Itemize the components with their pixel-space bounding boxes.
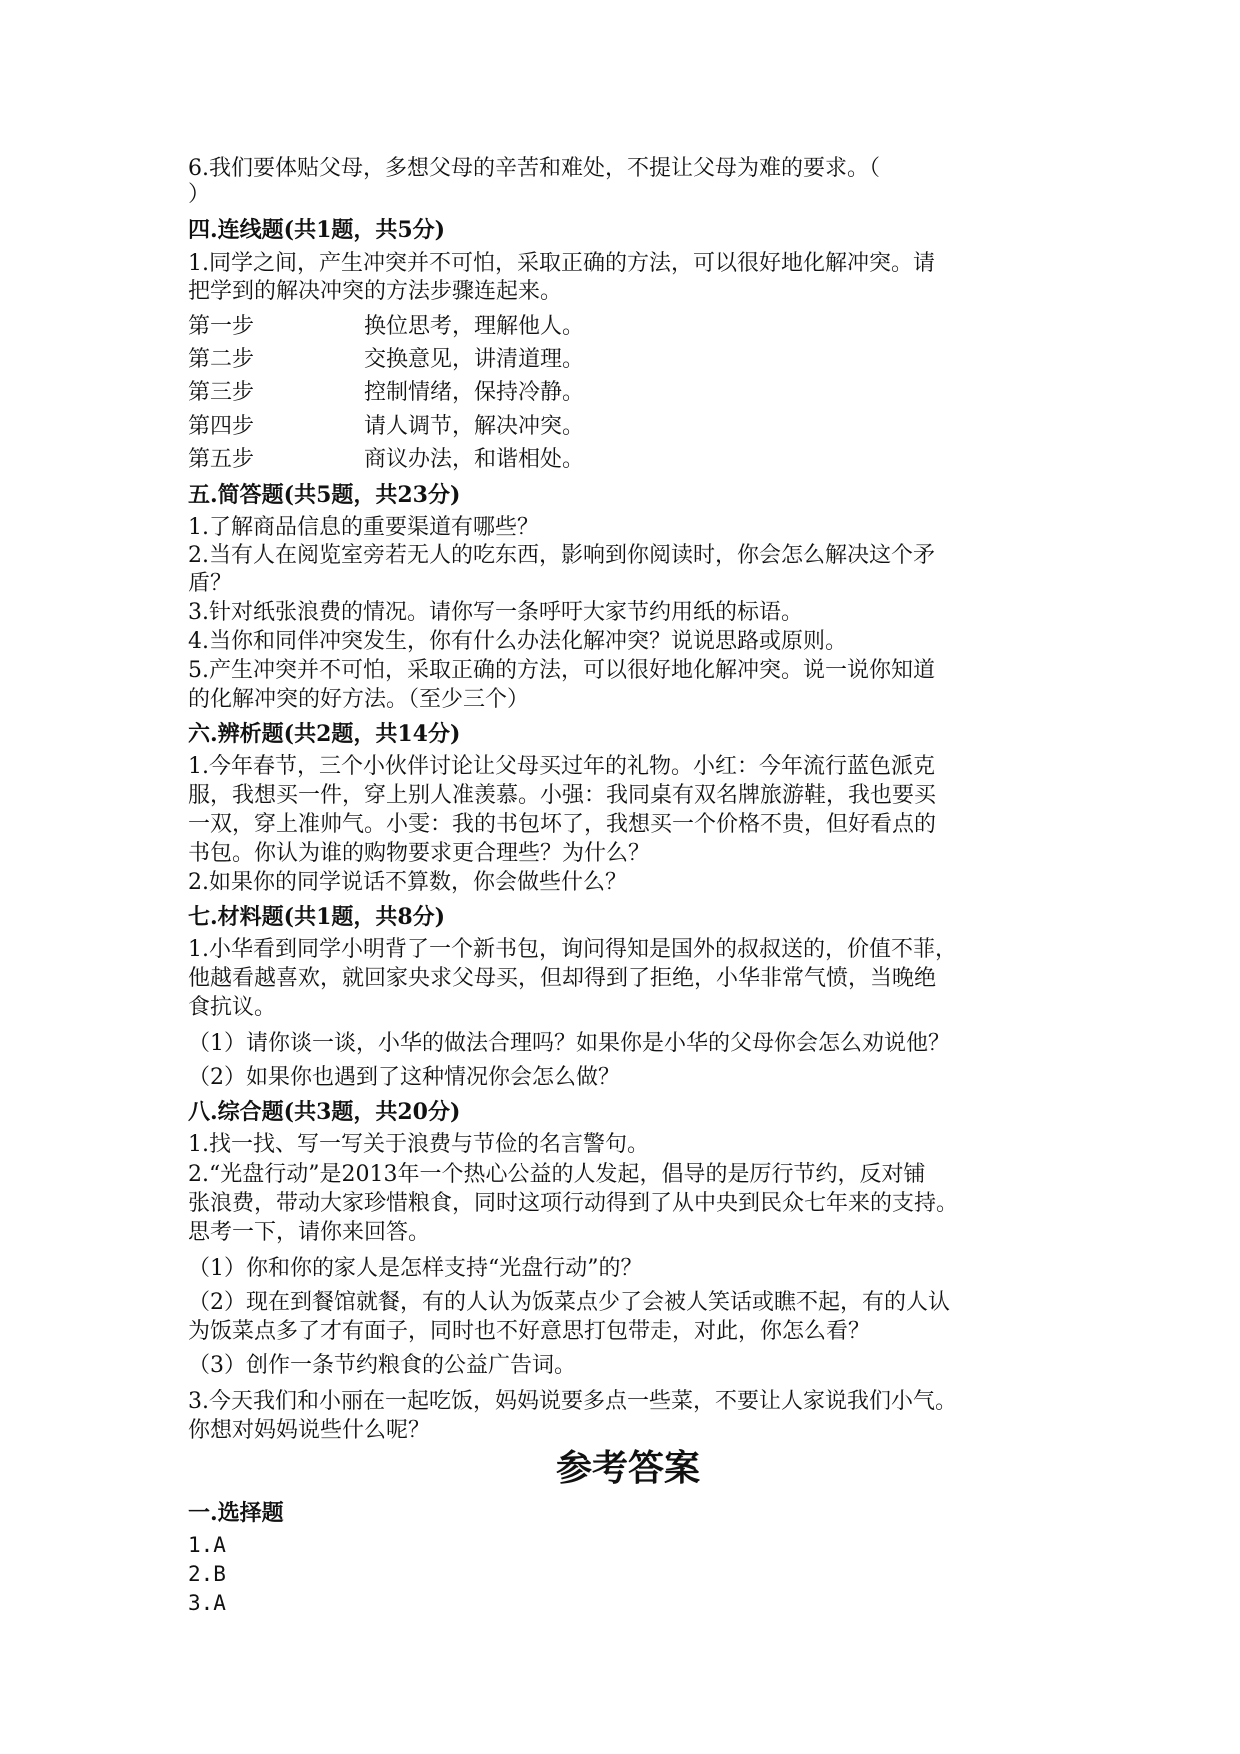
q3-item-6-line1: 6.我们要体贴父母，多想父母的辛苦和难处，不提让父母为难的要求。（	[188, 156, 880, 181]
text-line: 1.小华看到同学小明背了一个新书包，询问得知是国外的叔叔送的，价值不菲，	[188, 937, 957, 962]
text-line: 书包。你认为谁的购物要求更合理些？为什么？	[188, 841, 651, 866]
match-right: 控制情绪，保持冷静。	[364, 380, 585, 405]
text-line: 2.如果你的同学说话不算数，你会做些什么？	[188, 870, 627, 895]
match-row	[188, 378, 584, 407]
section4-heading: 四.连线题(共1题，共5分)	[188, 217, 446, 243]
text-line: 食抗议。	[188, 995, 277, 1020]
match-right: 商议办法，和谐相处。	[364, 447, 585, 472]
text-line: 2.当有人在阅览室旁若无人的吃东西，影响到你阅读时，你会怎么解决这个矛	[188, 543, 935, 568]
answer-item: 2.B	[188, 1562, 226, 1586]
match-right: 换位思考，理解他人。	[364, 314, 585, 339]
text-line: 5.产生冲突并不可怕，采取正确的方法，可以很好地化解冲突。说一说你知道	[188, 658, 935, 683]
section7-heading: 七.材料题(共1题，共8分)	[188, 904, 446, 930]
text-line: 1.今年春节，三个小伙伴讨论让父母买过年的礼物。小红：今年流行蓝色派克	[188, 754, 935, 779]
text-line: 思考一下，请你来回答。	[188, 1220, 431, 1245]
text-line: （2）现在到餐馆就餐，有的人认为饭菜点少了会被人笑话或瞧不起，有的人认	[188, 1290, 950, 1315]
text-line: 他越看越喜欢，就回家央求父母买，但却得到了拒绝，小华非常气愤，当晚绝	[188, 966, 937, 991]
text-line: 2.“光盘行动”是2013年一个热心公益的人发起，倡导的是厉行节约，反对铺	[188, 1162, 926, 1187]
section6-heading: 六.辨析题(共2题，共14分)	[188, 721, 461, 747]
match-left: 第三步	[188, 380, 255, 405]
match-left: 第一步	[188, 314, 255, 339]
text-line: 1.找一找、写一写关于浪费与节俭的名言警句。	[188, 1132, 649, 1157]
text-line: （3）创作一条节约粮食的公益广告词。	[188, 1353, 576, 1378]
match-left: 第二步	[188, 347, 255, 372]
match-left: 第五步	[188, 447, 255, 472]
text-line: 一双，穿上准帅气。小雯：我的书包坏了，我想买一个价格不贵，但好看点的	[188, 812, 937, 837]
match-row	[188, 412, 584, 441]
text-line: （1）请你谈一谈，小华的做法合理吗？如果你是小华的父母你会怎么劝说他？	[188, 1031, 950, 1056]
match-right: 交换意见，讲清道理。	[364, 347, 585, 372]
text-line: 4.当你和同伴冲突发生，你有什么办法化解冲突？说说思路或原则。	[188, 629, 847, 654]
text-line: 的化解冲突的好方法。（至少三个）	[188, 687, 530, 712]
text-line: 3.今天我们和小丽在一起吃饭，妈妈说要多点一些菜，不要让人家说我们小气。	[188, 1389, 957, 1414]
text-line: （1）你和你的家人是怎样支持“光盘行动”的？	[188, 1256, 643, 1281]
q3-item-6-line2: ）	[188, 182, 211, 207]
section8-heading: 八.综合题(共3题，共20分)	[188, 1099, 461, 1125]
text-line: 为饭菜点多了才有面子，同时也不好意思打包带走，对此，你怎么看？	[188, 1319, 871, 1344]
match-row	[188, 445, 584, 474]
text-line: 张浪费，带动大家珍惜粮食，同时这项行动得到了从中央到民众七年来的支持。	[188, 1191, 959, 1216]
text-line: 你想对妈妈说些什么呢？	[188, 1418, 431, 1443]
match-left: 第四步	[188, 414, 255, 439]
match-row	[188, 312, 584, 341]
answer-item: 1.A	[188, 1533, 226, 1557]
answer-item: 3.A	[188, 1591, 226, 1615]
section4-q1-line2: 把学到的解决冲突的方法步骤连起来。	[188, 279, 563, 304]
match-right: 请人调节，解决冲突。	[364, 414, 585, 439]
text-line: 3.针对纸张浪费的情况。请你写一条呼吁大家节约用纸的标语。	[188, 600, 803, 625]
section5-heading: 五.简答题(共5题，共23分)	[188, 482, 461, 508]
section4-q1-line1: 1.同学之间，产生冲突并不可怕，采取正确的方法，可以很好地化解冲突。请	[188, 251, 935, 276]
text-line: 1.了解商品信息的重要渠道有哪些？	[188, 515, 539, 540]
text-line: 服，我想买一件，穿上别人准羡慕。小强：我同桌有双名牌旅游鞋，我也要买	[188, 783, 937, 808]
answers-section1-heading: 一.选择题	[188, 1500, 284, 1526]
answers-title: 参考答案	[555, 1447, 700, 1489]
match-row	[188, 345, 584, 374]
text-line: 盾？	[188, 571, 233, 596]
text-line: （2）如果你也遇到了这种情况你会怎么做？	[188, 1065, 620, 1090]
